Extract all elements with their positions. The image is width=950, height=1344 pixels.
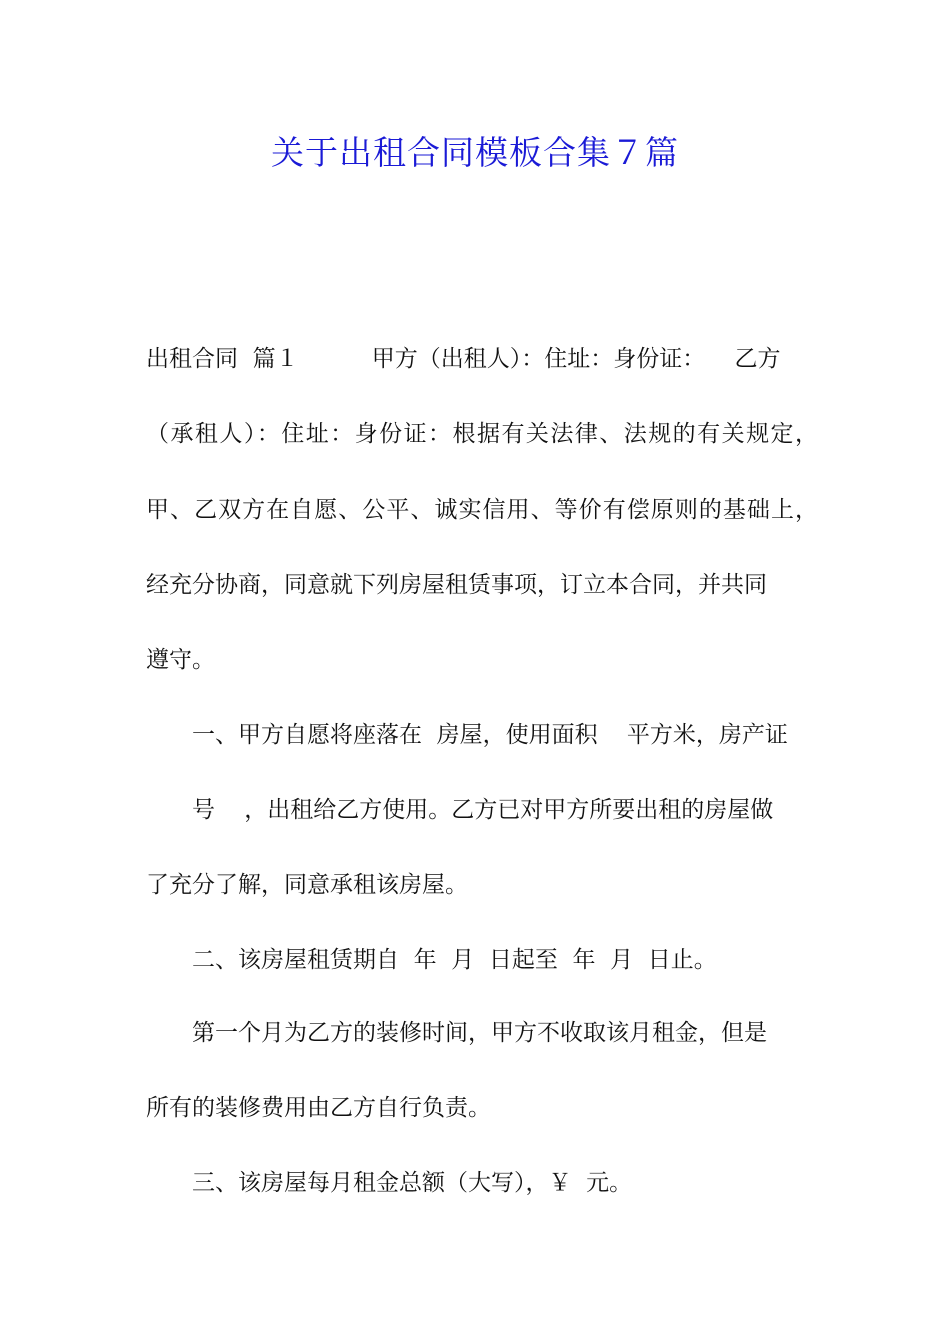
paragraph-line: （承租人）：住址：身份证：根据有关法律、法规的有关规定， [146, 421, 818, 447]
paragraph-line: 出租合同 篇１ 甲方（出租人）：住址：身份证： 乙方 [146, 346, 781, 372]
paragraph-line: 遵守。 [146, 647, 215, 673]
paragraph-line: 二、该房屋租赁期自 年 月 日起至 年 月 日止。 [192, 947, 717, 973]
paragraph-line: 一、甲方自愿将座落在 房屋，使用面积 平方米，房产证 [192, 722, 788, 748]
document-title: 关于出租合同模板合集７篇 [271, 133, 679, 172]
paragraph-line: 经充分协商，同意就下列房屋租赁事项，订立本合同，并共同 [146, 572, 767, 598]
paragraph-line: 三、该房屋每月租金总额（大写），￥ 元。 [192, 1170, 633, 1196]
paragraph-line: 号 ，出租给乙方使用。乙方已对甲方所要出租的房屋做 [192, 797, 774, 823]
paragraph-line: 第一个月为乙方的装修时间，甲方不收取该月租金，但是 [192, 1020, 767, 1046]
paragraph-line: 所有的装修费用由乙方自行负责。 [146, 1095, 491, 1121]
paragraph-line: 了充分了解，同意承租该房屋。 [146, 872, 468, 898]
paragraph-line: 甲、乙双方在自愿、公平、诚实信用、等价有偿原则的基础上， [146, 497, 818, 523]
